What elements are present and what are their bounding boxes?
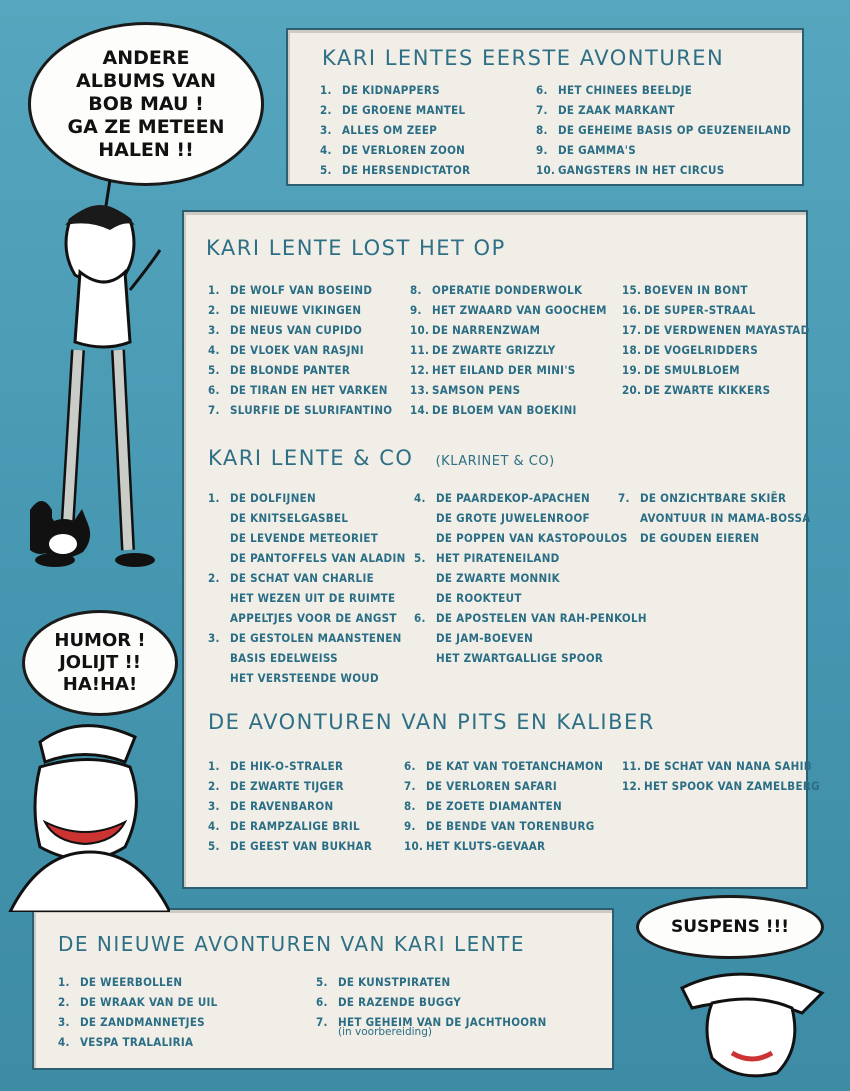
list-col-1 <box>208 280 392 420</box>
album-list-item <box>208 548 406 568</box>
album-list-item <box>208 836 372 856</box>
album-title: HET VERSTEENDE WOUD <box>230 671 379 685</box>
album-list-item <box>208 360 392 380</box>
album-number: 6. <box>404 759 416 773</box>
panel-nieuwe-avonturen <box>32 908 614 1070</box>
album-number: 5. <box>208 839 220 853</box>
album-number: 7. <box>316 1015 328 1029</box>
album-number: 8. <box>410 283 422 297</box>
album-title: DE RAZENDE BUGGY <box>338 995 462 1009</box>
album-list-item <box>404 776 603 796</box>
album-list-item <box>414 548 647 568</box>
list-col-2 <box>410 280 607 420</box>
album-list-item <box>404 836 603 856</box>
album-title: HET EILAND DER MINI'S <box>432 363 576 377</box>
title-main: KARI LENTE & CO <box>208 446 414 470</box>
album-title: DE TIRAN EN HET VARKEN <box>230 383 388 397</box>
album-title: DE SUPER-STRAAL <box>644 303 756 317</box>
list-col-2 <box>536 80 791 180</box>
album-number: 8. <box>404 799 416 813</box>
list-col-1 <box>58 972 218 1052</box>
album-list-item <box>320 140 470 160</box>
album-title: DE PAARDEKOP-APACHEN <box>436 491 590 505</box>
album-title: DE GESTOLEN MAANSTENEN <box>230 631 402 645</box>
album-number: 9. <box>410 303 422 317</box>
album-number: 9. <box>536 143 548 157</box>
panel-kari-lente <box>182 210 820 889</box>
album-list-item <box>414 528 647 548</box>
album-number: 4. <box>208 819 220 833</box>
album-list-item <box>208 340 392 360</box>
album-list-item <box>622 756 820 776</box>
album-list-item <box>320 100 470 120</box>
album-number: 2. <box>208 779 220 793</box>
album-list-item <box>208 628 406 648</box>
album-title: DE ZWARTE TIJGER <box>230 779 344 793</box>
album-number: 3. <box>58 1015 70 1029</box>
album-list-item <box>58 1012 218 1032</box>
album-list-item <box>618 528 811 548</box>
man-character-illustration <box>0 712 170 912</box>
album-title: DE BENDE VAN TORENBURG <box>426 819 595 833</box>
album-title: DE DOLFIJNEN <box>230 491 316 505</box>
album-title: DE RAMPZALIGE BRIL <box>230 819 360 833</box>
album-number: 4. <box>208 343 220 357</box>
album-list-item <box>536 100 791 120</box>
album-list-item <box>208 400 392 420</box>
bubble-text: ANDERE ALBUMS VAN BOB MAU ! GA ZE METEEN HALEN !! <box>67 46 225 161</box>
album-number: 11. <box>622 759 642 773</box>
album-list-item <box>410 380 607 400</box>
album-list-item <box>58 972 218 992</box>
album-list-item <box>414 568 647 588</box>
album-list-item <box>622 380 810 400</box>
album-number: 5. <box>208 363 220 377</box>
bubble-text: SUSPENS !!! <box>670 917 789 937</box>
album-title: DE WOLF VAN BOSEIND <box>230 283 373 297</box>
bubble-text: HUMOR ! JOLIJT !! HA!HA! <box>54 630 146 695</box>
album-list-item <box>208 588 406 608</box>
album-title: DE ZWARTE KIKKERS <box>644 383 771 397</box>
album-title: DE ZWARTE MONNIK <box>436 571 560 585</box>
album-number: 4. <box>58 1035 70 1049</box>
album-number: 3. <box>208 323 220 337</box>
panel-eerste-avonturen <box>286 28 804 186</box>
album-title: DE VERLOREN SAFARI <box>426 779 558 793</box>
album-number: 3. <box>208 631 220 645</box>
album-number: 18. <box>622 343 642 357</box>
list-col-3 <box>618 488 811 548</box>
album-list-item <box>58 992 218 1012</box>
album-number: 15. <box>622 283 642 297</box>
album-list-item <box>208 648 406 668</box>
album-list-item <box>316 992 547 1012</box>
album-title: DE JAM-BOEVEN <box>436 631 534 645</box>
album-list-item <box>536 80 791 100</box>
album-title: DE ROOKTEUT <box>436 591 522 605</box>
album-title: DE SMULBLOEM <box>644 363 740 377</box>
title-sub: (KLARINET & CO) <box>435 454 555 469</box>
album-list-item <box>208 300 392 320</box>
album-list-item <box>618 508 811 528</box>
album-title: DE GOUDEN EIEREN <box>640 531 760 545</box>
album-number: 9. <box>404 819 416 833</box>
album-number: 6. <box>316 995 328 1009</box>
speech-bubble-bottom <box>636 895 824 959</box>
list-col-1 <box>320 80 470 180</box>
album-title: DE VERLOREN ZOON <box>342 143 466 157</box>
album-number: 5. <box>316 975 328 989</box>
album-title: DE WRAAK VAN DE UIL <box>80 995 218 1009</box>
list-col-3 <box>622 280 810 400</box>
album-title: DE GROTE JUWELENROOF <box>436 511 590 525</box>
cat-illustration <box>28 504 98 574</box>
album-list-item <box>208 796 372 816</box>
album-title: DE GAMMA'S <box>558 143 636 157</box>
album-title: DE GEEST VAN BUKHAR <box>230 839 373 853</box>
album-title: APPELTJES VOOR DE ANGST <box>230 611 397 625</box>
album-title: DE VOGELRIDDERS <box>644 343 758 357</box>
album-number: 19. <box>622 363 642 377</box>
album-number: 4. <box>320 143 332 157</box>
album-list-item <box>622 300 810 320</box>
album-title: DE NIEUWE VIKINGEN <box>230 303 362 317</box>
album-list-item <box>208 508 406 528</box>
album-title: HET SPOOK VAN ZAMELBERG <box>644 779 820 793</box>
section-title: KARI LENTES EERSTE AVONTUREN <box>322 46 725 70</box>
album-list-item <box>404 756 603 776</box>
detective-character-illustration <box>672 958 832 1078</box>
album-list-item <box>622 320 810 340</box>
album-list-item <box>208 776 372 796</box>
album-title: DE ZWARTE GRIZZLY <box>432 343 556 357</box>
album-title: DE NARRENZWAM <box>432 323 541 337</box>
album-title: DE APOSTELEN VAN RAH-PENKOLH <box>436 611 647 625</box>
album-list-item <box>622 280 810 300</box>
album-number: 6. <box>414 611 426 625</box>
album-list-item <box>208 280 392 300</box>
album-number: 12. <box>622 779 642 793</box>
album-title: SAMSON PENS <box>432 383 521 397</box>
album-number: 1. <box>208 283 220 297</box>
section-title: KARI LENTE LOST HET OP <box>206 236 506 260</box>
album-list-item <box>414 608 647 628</box>
album-list-item <box>414 628 647 648</box>
album-title: DE VLOEK VAN RASJNI <box>230 343 364 357</box>
note-in-voorbereiding: (in voorbereiding) <box>338 1026 432 1038</box>
album-title: HET KLUTS-GEVAAR <box>426 839 546 853</box>
album-list-item <box>410 300 607 320</box>
album-title: DE KAT VAN TOETANCHAMON <box>426 759 604 773</box>
list-col-2 <box>414 488 647 668</box>
album-number: 12. <box>410 363 430 377</box>
album-list-item <box>58 1032 218 1052</box>
album-number: 13. <box>410 383 430 397</box>
album-title: SLURFIE DE SLURIFANTINO <box>230 403 393 417</box>
album-number: 10. <box>404 839 424 853</box>
album-number: 1. <box>208 491 220 505</box>
section-title: DE NIEUWE AVONTUREN VAN KARI LENTE <box>58 932 526 956</box>
album-list-item <box>536 120 791 140</box>
album-number: 17. <box>622 323 642 337</box>
album-number: 11. <box>410 343 430 357</box>
album-title: DE PANTOFFELS VAN ALADIN <box>230 551 406 565</box>
album-list-item <box>208 568 406 588</box>
album-title: DE VERDWENEN MAYASTAD <box>644 323 810 337</box>
speech-bubble-middle <box>22 610 178 716</box>
album-list-item <box>320 160 470 180</box>
album-title: DE HERSENDICTATOR <box>342 163 471 177</box>
album-list-item <box>410 280 607 300</box>
album-title: DE KIDNAPPERS <box>342 83 440 97</box>
album-number: 5. <box>320 163 332 177</box>
album-title: DE KNITSELGASBEL <box>230 511 349 525</box>
album-title: DE GEHEIME BASIS OP GEUZENEILAND <box>558 123 792 137</box>
section-title: DE AVONTUREN VAN PITS EN KALIBER <box>208 710 655 734</box>
album-number: 1. <box>320 83 332 97</box>
list-col-2 <box>404 756 603 856</box>
album-list-item <box>622 776 820 796</box>
album-list-item <box>208 756 372 776</box>
album-list-item <box>208 488 406 508</box>
album-number: 6. <box>536 83 548 97</box>
album-title: DE BLONDE PANTER <box>230 363 351 377</box>
album-number: 1. <box>208 759 220 773</box>
album-title: HET ZWARTGALLIGE SPOOR <box>436 651 604 665</box>
album-title: HET ZWAARD VAN GOOCHEM <box>432 303 607 317</box>
list-col-2 <box>316 972 547 1032</box>
album-title: ALLES OM ZEEP <box>342 123 438 137</box>
album-title: DE BLOEM VAN BOEKINI <box>432 403 577 417</box>
album-number: 4. <box>414 491 426 505</box>
album-list-item <box>208 668 406 688</box>
album-number: 2. <box>208 303 220 317</box>
album-title: OPERATIE DONDERWOLK <box>432 283 583 297</box>
album-number: 3. <box>208 799 220 813</box>
album-title: DE SCHAT VAN CHARLIE <box>230 571 374 585</box>
album-list-item <box>414 508 647 528</box>
list-col-3 <box>622 756 820 796</box>
album-list-item <box>410 360 607 380</box>
album-title: DE ZANDMANNETJES <box>80 1015 205 1029</box>
album-title: DE ZOETE DIAMANTEN <box>426 799 562 813</box>
album-title: HET GEHEIM VAN DE JACHTHOORN <box>338 1015 547 1029</box>
album-list-item <box>410 400 607 420</box>
album-number: 6. <box>208 383 220 397</box>
album-number: 7. <box>404 779 416 793</box>
album-number: 7. <box>536 103 548 117</box>
album-list-item <box>208 608 406 628</box>
album-list-item <box>208 380 392 400</box>
album-title: HET PIRATENEILAND <box>436 551 560 565</box>
album-title: DE HIK-O-STRALER <box>230 759 344 773</box>
album-number: 2. <box>320 103 332 117</box>
album-list-item <box>414 588 647 608</box>
album-title: DE GROENE MANTEL <box>342 103 466 117</box>
album-list-item <box>404 816 603 836</box>
album-list-item <box>320 80 470 100</box>
album-number: 20. <box>622 383 642 397</box>
speech-bubble-top <box>28 22 264 186</box>
album-list-item <box>414 488 647 508</box>
album-number: 1. <box>58 975 70 989</box>
album-title: DE ZAAK MARKANT <box>558 103 675 117</box>
album-list-item <box>320 120 470 140</box>
album-number: 8. <box>536 123 548 137</box>
album-title: DE SCHAT VAN NANA SAHIB <box>644 759 812 773</box>
album-list-item <box>208 816 372 836</box>
album-number: 3. <box>320 123 332 137</box>
album-title: DE LEVENDE METEORIET <box>230 531 379 545</box>
album-list-item <box>208 528 406 548</box>
album-number: 7. <box>618 491 630 505</box>
album-list-item <box>316 972 547 992</box>
album-title: DE KUNSTPIRATEN <box>338 975 451 989</box>
album-number: 10. <box>536 163 556 177</box>
list-col-1 <box>208 756 372 856</box>
album-list-item <box>622 360 810 380</box>
album-title: DE NEUS VAN CUPIDO <box>230 323 363 337</box>
album-title: VESPA TRALALIRIA <box>80 1035 194 1049</box>
album-title: HET WEZEN UIT DE RUIMTE <box>230 591 396 605</box>
album-list-item <box>622 340 810 360</box>
album-list-item <box>414 648 647 668</box>
album-number: 2. <box>58 995 70 1009</box>
album-title: GANGSTERS IN HET CIRCUS <box>558 163 725 177</box>
album-title: BOEVEN IN BONT <box>644 283 748 297</box>
album-title: DE RAVENBARON <box>230 799 334 813</box>
album-number: 2. <box>208 571 220 585</box>
album-list-item <box>618 488 811 508</box>
album-title: AVONTUUR IN MAMA-BOSSA <box>640 511 811 525</box>
album-title: HET CHINEES BEELDJE <box>558 83 693 97</box>
album-number: 5. <box>414 551 426 565</box>
album-title: BASIS EDELWEISS <box>230 651 338 665</box>
album-list-item <box>410 340 607 360</box>
album-title: DE WEERBOLLEN <box>80 975 183 989</box>
album-list-item <box>208 320 392 340</box>
album-list-item <box>410 320 607 340</box>
album-list-item <box>536 160 791 180</box>
album-list-item <box>404 796 603 816</box>
album-number: 10. <box>410 323 430 337</box>
album-title: DE ONZICHTBARE SKIËR <box>640 491 787 505</box>
album-number: 14. <box>410 403 430 417</box>
album-number: 7. <box>208 403 220 417</box>
album-title: DE POPPEN VAN KASTOPOULOS <box>436 531 628 545</box>
section-title <box>208 446 555 470</box>
list-col-1 <box>208 488 406 688</box>
album-list-item <box>536 140 791 160</box>
album-number: 16. <box>622 303 642 317</box>
